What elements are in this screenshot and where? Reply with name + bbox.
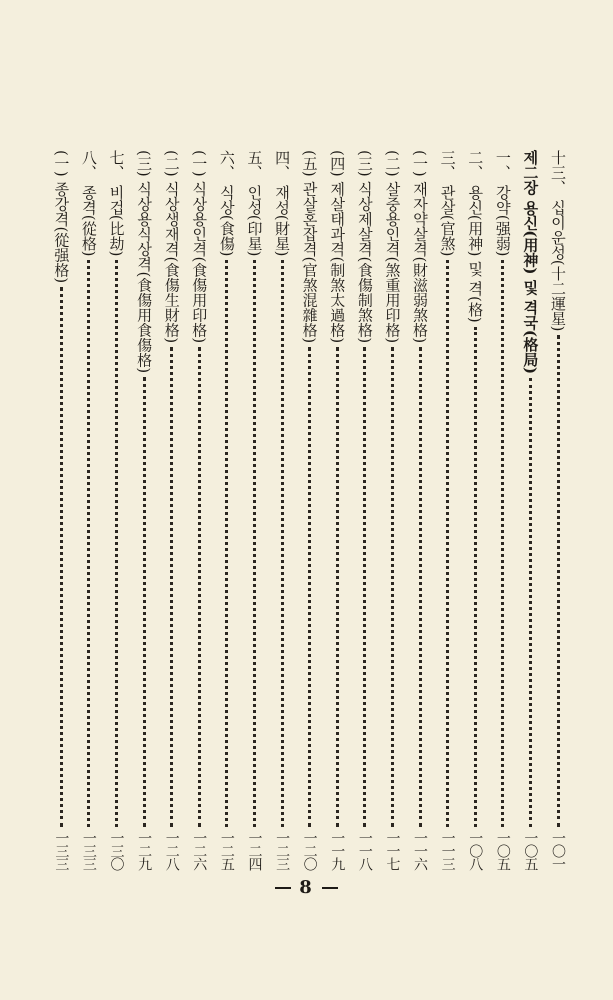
dot-leader — [225, 260, 228, 827]
toc-entry-page: 一二八 — [163, 831, 180, 870]
dot-leader — [170, 347, 173, 827]
toc-entry-page: 一二九 — [136, 831, 153, 870]
toc-entry — [354, 150, 376, 870]
dot-leader — [474, 327, 477, 827]
dot-leader — [336, 347, 339, 827]
toc-entry-page: 一三〇 — [108, 831, 125, 870]
dot-leader — [253, 260, 256, 827]
toc-entry-label: 제二장 용신(用神) 및 격국(格局) — [521, 150, 540, 375]
toc-entry-page: 一〇五 — [494, 831, 511, 870]
dot-leader — [281, 260, 284, 827]
toc-entry — [133, 150, 155, 870]
toc-entry-page: 一一七 — [384, 831, 401, 870]
dot-leader — [557, 335, 560, 827]
dot-leader — [363, 347, 366, 827]
toc-entry-label: 六、 식상(食傷) — [217, 150, 236, 257]
toc-entry — [437, 150, 459, 870]
toc-entry-label: (一) 재자약살격(財滋弱煞格) — [411, 150, 430, 344]
toc-entry — [519, 150, 541, 870]
toc-entry-page: 一一三 — [439, 831, 456, 870]
toc-entry-label: (四) 제살태과격(制煞太過格) — [328, 150, 347, 344]
toc-entry-page: 一二〇 — [301, 831, 318, 870]
toc-entry — [50, 150, 72, 870]
toc-entry-label: (三) 식상제살격(食傷制煞格) — [355, 150, 374, 344]
toc-entry — [381, 150, 403, 870]
dot-leader — [115, 260, 118, 827]
toc-entry-page: 一一六 — [412, 831, 429, 870]
toc-entry — [409, 150, 431, 870]
toc-entry-page: 一二六 — [191, 831, 208, 870]
toc-entry-label: 一、 강약(强弱) — [493, 150, 512, 257]
toc-entry-page: 一二三 — [274, 831, 291, 870]
toc-entry — [464, 150, 486, 870]
toc-entry-page: 一〇五 — [522, 831, 539, 870]
toc-entry-label: (三) 식상용식상격(食傷用食傷格) — [135, 150, 154, 374]
dot-leader — [419, 347, 422, 827]
toc-entry-page: 一〇一 — [550, 831, 566, 870]
toc-entry-page: 一三三 — [53, 831, 70, 870]
dot-leader — [501, 260, 504, 827]
dot-leader — [87, 260, 90, 827]
toc-entry-label: 四、 재성(財星) — [273, 150, 292, 257]
dash-left — [275, 887, 291, 889]
toc-entry — [106, 150, 128, 870]
toc-entry-label: 二、 용신(用神) 및 격(格) — [466, 150, 485, 323]
page-number-text: 8 — [299, 877, 314, 898]
toc-entry-label: 五、 인성(印星) — [245, 150, 264, 257]
toc-entry-label: (一) 식상용인격(食傷用印格) — [190, 150, 209, 344]
dot-leader — [391, 347, 394, 827]
dot-leader — [308, 347, 311, 827]
toc-entry — [216, 150, 238, 870]
toc-entry-page: 一三三 — [80, 831, 97, 870]
toc-entry — [161, 150, 183, 870]
table-of-contents — [50, 150, 569, 870]
dot-leader — [143, 377, 146, 827]
dot-leader — [198, 347, 201, 827]
toc-entry — [243, 150, 265, 870]
toc-entry-label: (二) 살중용인격(煞重用印格) — [383, 150, 402, 344]
toc-entry-page: 一一九 — [329, 831, 346, 870]
toc-entry-label: (五) 관살혼잡격(官煞混雜格) — [300, 150, 319, 344]
toc-entry — [271, 150, 293, 870]
dash-right — [322, 887, 338, 889]
toc-entry-label: 七、 비겁(比劫) — [107, 150, 126, 257]
toc-entry-label: (二) 식상생재격(食傷生財格) — [162, 150, 181, 344]
page-number — [0, 877, 613, 898]
toc-entry-label: 十三、 십이운성(十二運星) — [549, 150, 567, 332]
toc-entry-page: 一〇八 — [467, 831, 484, 870]
toc-entry-page: 一二五 — [218, 831, 235, 870]
toc-entry-label: (一) 종강격(從强格) — [52, 150, 71, 284]
toc-entry — [492, 150, 514, 870]
toc-entry — [188, 150, 210, 870]
toc-entry — [78, 150, 100, 870]
toc-entry — [547, 150, 569, 870]
toc-entry-label: 三、 관살(官煞) — [438, 150, 457, 257]
toc-entry-page: 一二四 — [246, 831, 263, 870]
toc-entry — [326, 150, 348, 870]
toc-entry-page: 一一八 — [356, 831, 373, 870]
toc-entry-label: 八、 종격(從格) — [79, 150, 98, 257]
toc-entry — [299, 150, 321, 870]
dot-leader — [529, 378, 532, 827]
dot-leader — [60, 287, 63, 827]
dot-leader — [446, 260, 449, 827]
